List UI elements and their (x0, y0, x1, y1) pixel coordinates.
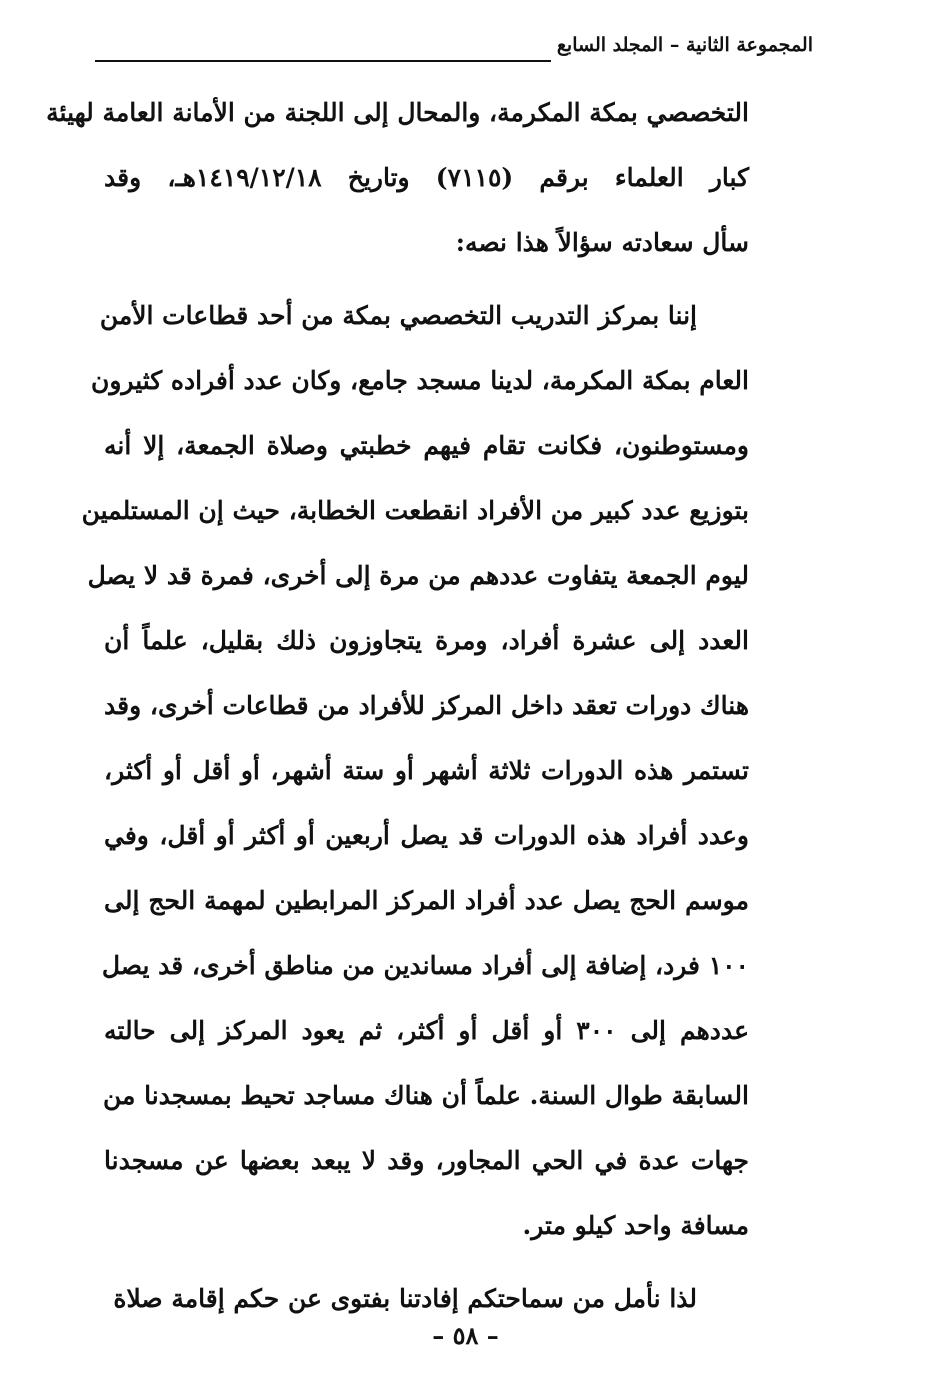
text-line: مسافة واحد كيلو متر. (522, 1211, 749, 1240)
running-header (95, 30, 813, 70)
text-line: لذا نأمل من سماحتكم إفادتنا بفتوى عن حكم إقامة صلاة (113, 1284, 697, 1313)
body-text (46, 80, 749, 1331)
text-line: ١٠٠ فرد، إضافة إلى أفراد مساندين من مناطق أخرى، قد يصل (101, 951, 749, 980)
text-line: التخصصي بمكة المكرمة، والمحال إلى اللجنة من الأمانة العامة لهيئة (46, 98, 749, 127)
page-number: – ٥٨ – (432, 1321, 499, 1350)
text-line: السابقة طوال السنة. علماً أن هناك مساجد تحيط بمسجدنا من (102, 1081, 749, 1110)
header-rule (95, 60, 551, 62)
text-line: هناك دورات تعقد داخل المركز للأفراد من قطاعات أخرى، وقد (104, 691, 749, 720)
text-line: كبار العلماء برقم (٧١١٥) وتاريخ ١٤١٩/١٢/١٨هـ، وقد (104, 163, 749, 192)
text-line: جهات عدة في الحي المجاور، وقد لا يبعد بعضها عن مسجدنا (104, 1146, 749, 1175)
text-line: العام بمكة المكرمة، لدينا مسجد جامع، وكان عدد أفراده كثيرون (90, 366, 749, 395)
text-line: إننا بمركز التدريب التخصصي بمكة من أحد قطاعات الأمن (99, 301, 697, 330)
text-line: ليوم الجمعة يتفاوت عددهم من مرة إلى أخرى، فمرة قد لا يصل (87, 561, 749, 590)
text-line: عددهم إلى ٣٠٠ أو أقل أو أكثر، ثم يعود المركز إلى حالته (104, 1016, 749, 1045)
text-line: العدد إلى عشرة أفراد، ومرة يتجاوزون ذلك بقليل، علماً أن (104, 626, 749, 655)
text-line: بتوزيع عدد كبير من الأفراد انقطعت الخطابة، حيث إن المستلمين (81, 496, 749, 525)
text-line: تستمر هذه الدورات ثلاثة أشهر أو ستة أشهر، أو أقل أو أكثر، (104, 756, 749, 785)
header-title: المجموعة الثانية – المجلد السابع (556, 34, 813, 56)
text-line: موسم الحج يصل عدد أفراد المركز المرابطين لمهمة الحج إلى (104, 886, 749, 915)
text-line: سأل سعادته سؤالاً هذا نصه: (455, 228, 749, 257)
text-line: وعدد أفراد هذه الدورات قد يصل أربعين أو أكثر أو أقل، وفي (104, 821, 749, 850)
text-line: ومستوطنون، فكانت تقام فيهم خطبتي وصلاة الجمعة، إلا أنه (104, 431, 749, 460)
